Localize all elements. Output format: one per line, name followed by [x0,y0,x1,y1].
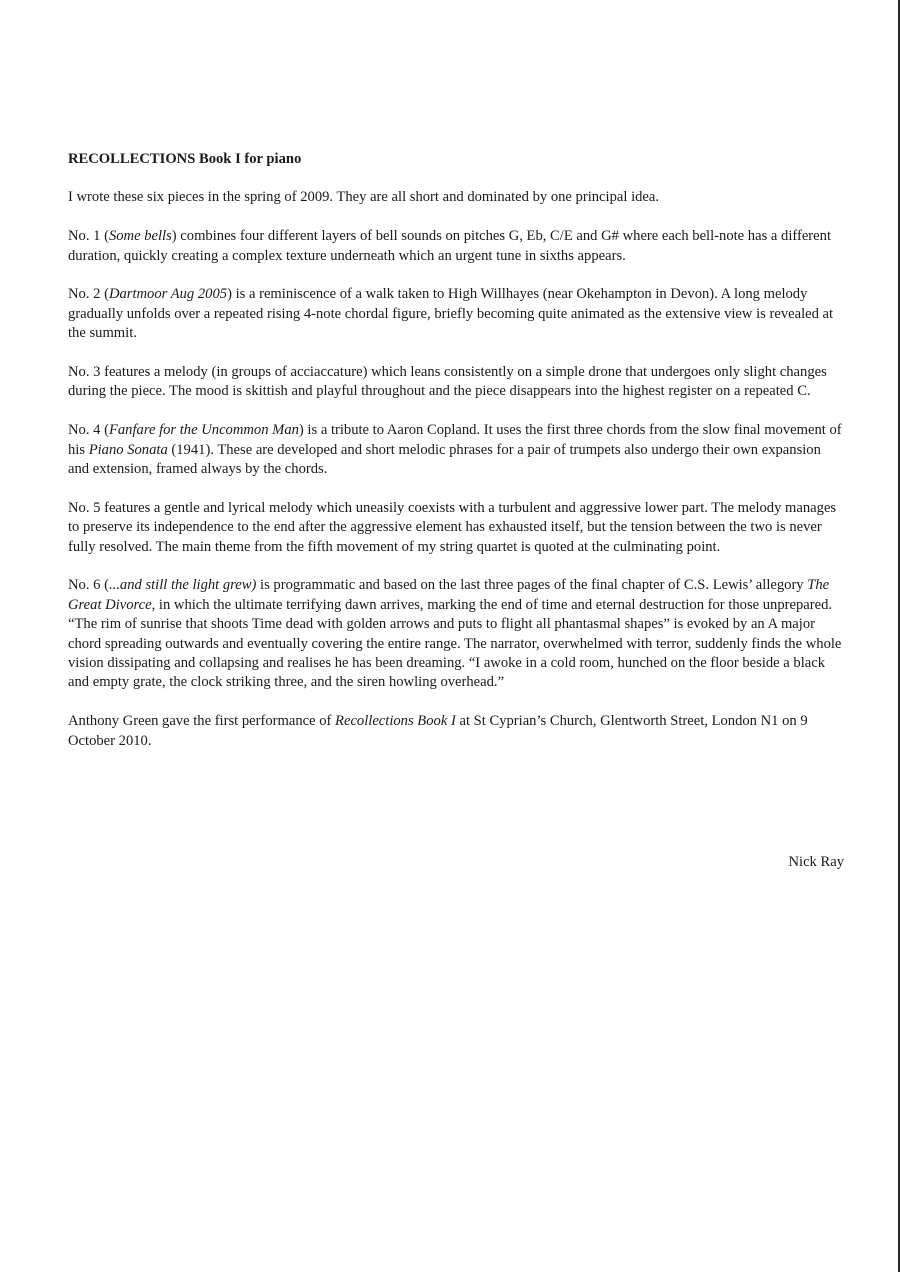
piece-2-title: Dartmoor Aug 2005 [108,286,228,303]
text-span: (1941). These are developed and short melodic phrases for a pair of trumpets also undergo their own expansion and extension, framed always by the chords. [68,441,821,478]
document-title: RECOLLECTIONS Book I for piano [68,151,302,167]
text-span: No. 2 ( [68,286,109,303]
text-span: , in which the ultimate terrifying dawn arrives, marking the end of time and eternal destruction for those unprepared. “The rim of sunrise that shoots Time dead with golden arrows and puts to flight all phantasmal shapes” is evoked by an A major chord spreading outwards and eventually covering the entire range. The narrator, overwhelmed with terror, suddenly finds the whole vision dissipating and collapsing and realises he has been dreaming. “I awoke in a cold room, hunched on the floor beside a black and empty grate, the clock striking three, and the siren howling overhead.” [68,596,842,691]
piece-1-paragraph [68,227,844,266]
performance-paragraph [68,712,844,751]
text-span: at St Cyprian’s Church, Glentworth Street, London N1 on 9 October 2010. [68,713,808,749]
text-span: No. 1 ( [68,228,109,245]
text-span: ) is a reminiscence of a walk taken to High Willhayes (near Okehampton in Devon). A long melody gradually unfolds over a repeated rising 4-note chordal figure, briefly becoming quite animated as the extensive view is revealed at the summit. [68,286,834,342]
piece-1-title: Some bells [108,228,172,245]
text-span: Anthony Green gave the first performance of [68,713,336,730]
piece-6-title: ...and still the light grew) [108,577,257,594]
document-body [68,150,844,770]
text-span: No. 4 ( [68,422,109,439]
piece-4-title: Fanfare for the Uncommon Man [108,422,299,439]
text-span: ) combines four different layers of bell sounds on pitches G, Eb, C/E and G# where each bell-note has a different duration, quickly creating a complex texture underneath which an urgent tune in sixths appears. [68,228,832,264]
text-span: ) is a tribute to Aaron Copland. It uses the first three chords from the slow final movement of his [68,422,842,458]
piece-6-paragraph [68,576,844,692]
book-title: The Great Divorce [68,577,830,613]
author-signature: Nick Ray [788,854,844,870]
sonata-title: Piano Sonata [88,441,168,458]
text-span: No. 6 ( [68,577,109,594]
piece-2-paragraph [68,285,844,343]
intro-paragraph: I wrote these six pieces in the spring of 2009. They are all short and dominated by one principal idea. [68,189,660,206]
piece-4-paragraph [68,421,844,479]
work-title: Recollections Book I [335,713,456,730]
piece-5-paragraph: No. 5 features a gentle and lyrical melody which uneasily coexists with a turbulent and aggressive lower part. The melody manages to preserve its independence to the end after the aggressive element has exhausted itself, but the tension between the two is never fully resolved. The main theme from the fifth movement of my string quartet is quoted at the culminating point. [68,499,837,555]
piece-3-paragraph: No. 3 features a melody (in groups of acciaccature) which leans consistently on a simple drone that undergoes only slight changes during the piece. The mood is skittish and playful throughout and the piece disappears into the highest register on a repeated C. [68,364,827,400]
text-span: is programmatic and based on the last three pages of the final chapter of C.S. Lewis’ allegory [256,577,808,594]
